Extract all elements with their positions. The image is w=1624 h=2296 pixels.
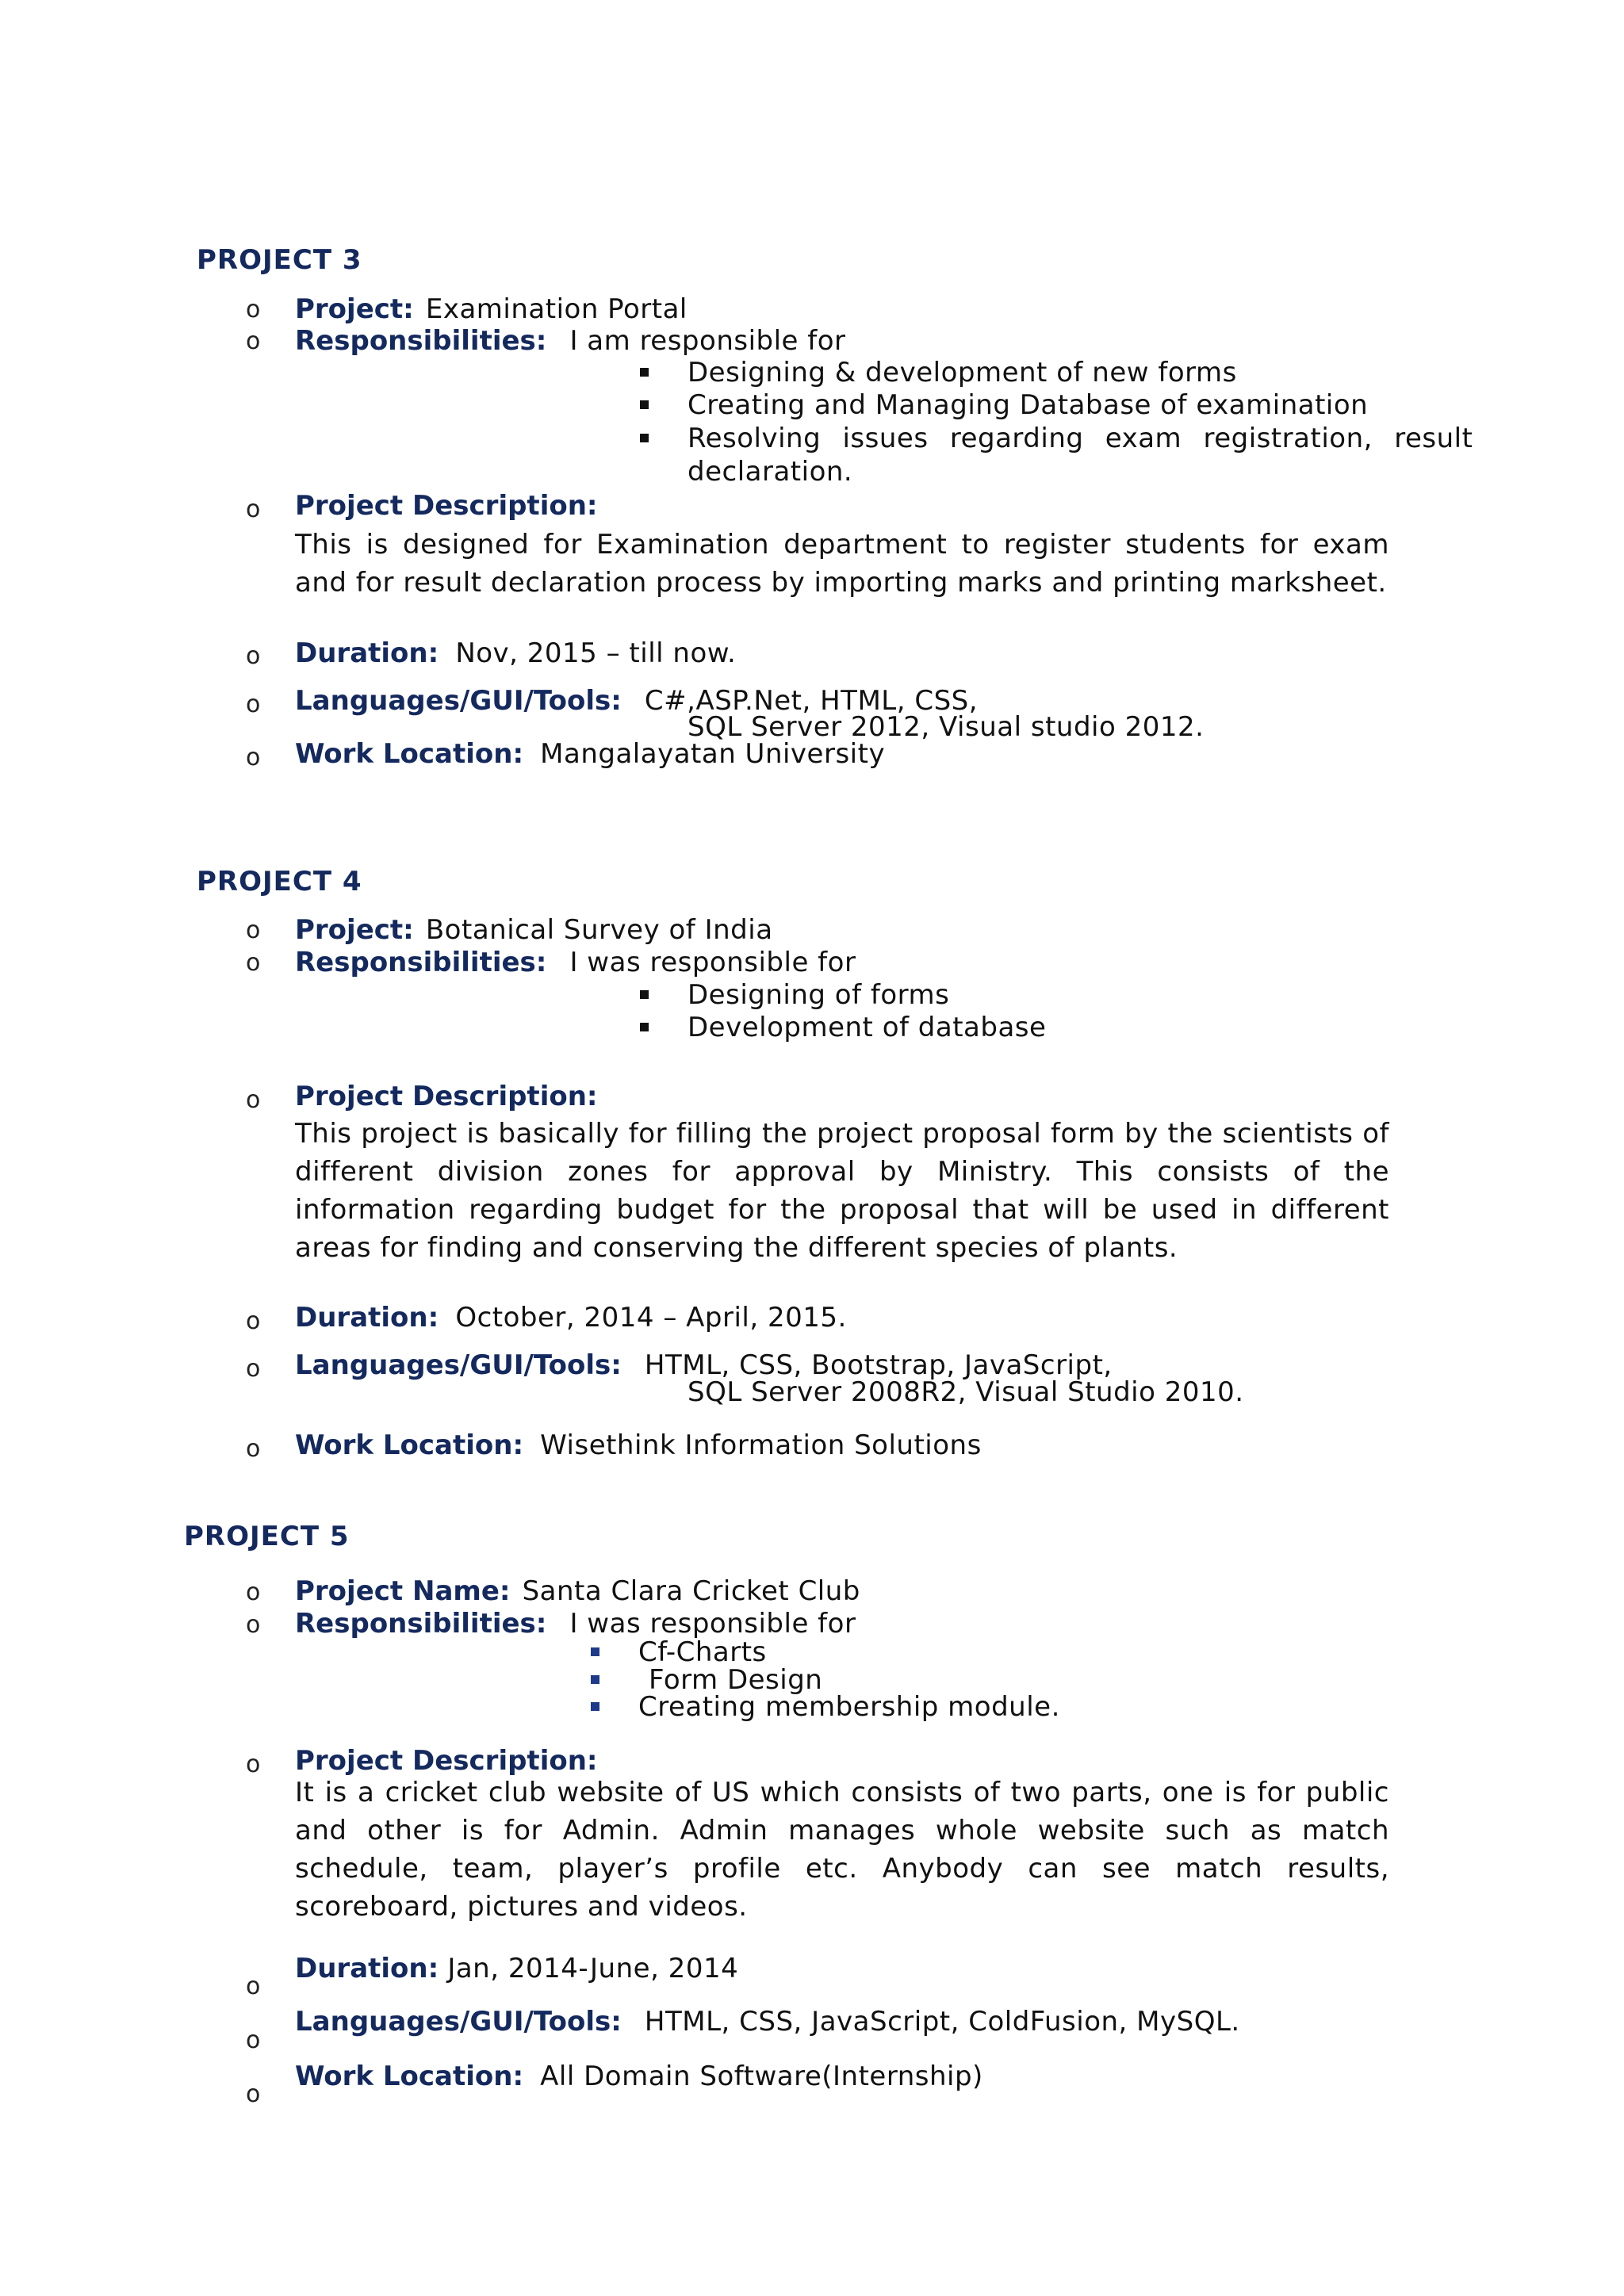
location-value: Mangalayatan University [540, 738, 886, 770]
description-label: Project Description: [295, 490, 598, 522]
project-4-location-row [295, 1429, 982, 1461]
bullet-circle: o [246, 642, 261, 670]
project-3-resp-row [295, 325, 846, 357]
tools-value: C#,ASP.Net, HTML, CSS, [644, 685, 979, 717]
bullet-circle: o [246, 327, 261, 355]
square-bullet [591, 1647, 599, 1656]
project-3-description: This is designed for Examination department to register students for exam and for result declaration process by importing marks and printing marksheet. [295, 529, 1389, 599]
bullet-circle: o [246, 496, 261, 523]
project-5-tools-row [295, 2006, 1240, 2038]
responsibility-item: Form Design [649, 1664, 823, 1696]
responsibilities-value: I was responsible for [569, 1608, 856, 1640]
bullet-circle: o [246, 1973, 261, 2000]
tools-value-continued: SQL Server 2012, Visual studio 2012. [688, 711, 1205, 743]
project-value: Santa Clara Cricket Club [522, 1575, 860, 1607]
project-3-heading: PROJECT 3 [197, 244, 362, 276]
responsibility-item: Cf-Charts [638, 1636, 767, 1668]
project-label: Project: [295, 293, 414, 325]
project-5-name-row [295, 1575, 860, 1607]
responsibilities-label: Responsibilities: [295, 325, 547, 357]
project-5-resp-row [295, 1608, 856, 1640]
location-value: All Domain Software(Internship) [540, 2061, 983, 2092]
square-bullet [640, 368, 649, 377]
project-4-resp-row [295, 947, 856, 978]
bullet-circle: o [246, 1355, 261, 1383]
tools-label: Languages/GUI/Tools: [295, 685, 622, 717]
location-label: Work Location: [295, 1429, 524, 1461]
location-label: Work Location: [295, 2061, 524, 2092]
tools-value: HTML, CSS, Bootstrap, JavaScript, [644, 1349, 1113, 1381]
square-bullet [640, 400, 649, 409]
project-4-description: This project is basically for filling the project proposal form by the scientists of different division zones for approval by Ministry. This consists of the information regarding budget for the proposal that will be used in different areas for finding and conserving the different species of plants. [295, 1118, 1389, 1264]
responsibilities-value: I am responsible for [569, 325, 846, 357]
bullet-circle: o [246, 1611, 261, 1639]
project-3-duration-row [295, 637, 736, 669]
square-bullet [640, 990, 649, 999]
responsibilities-label: Responsibilities: [295, 947, 547, 978]
bullet-circle: o [246, 916, 261, 944]
square-bullet [640, 434, 649, 442]
project-value: Botanical Survey of India [425, 914, 773, 946]
bullet-circle: o [246, 1578, 261, 1606]
bullet-circle: o [246, 949, 261, 977]
description-label: Project Description: [295, 1745, 598, 1777]
responsibility-item: Creating membership module. [638, 1691, 1060, 1723]
bullet-circle: o [246, 1435, 261, 1463]
square-bullet [640, 1023, 649, 1031]
description-label: Project Description: [295, 1081, 598, 1112]
bullet-circle: o [246, 2026, 261, 2054]
duration-label: Duration: [295, 1302, 439, 1334]
tools-label: Languages/GUI/Tools: [295, 2006, 622, 2038]
duration-value: October, 2014 – April, 2015. [455, 1302, 847, 1334]
responsibility-item: Development of database [688, 1012, 1047, 1043]
responsibilities-value: I was responsible for [569, 947, 856, 978]
project-label: Project: [295, 914, 414, 946]
square-bullet [591, 1675, 599, 1684]
duration-label: Duration: [295, 637, 439, 669]
bullet-circle: o [246, 744, 261, 771]
tools-value-continued: SQL Server 2008R2, Visual Studio 2010. [688, 1376, 1244, 1408]
tools-label: Languages/GUI/Tools: [295, 1349, 622, 1381]
responsibility-item: Resolving issues regarding exam registration, result [688, 423, 1473, 454]
responsibility-item: Designing of forms [688, 979, 950, 1011]
bullet-circle: o [246, 2080, 261, 2108]
location-value: Wisethink Information Solutions [540, 1429, 982, 1461]
bullet-circle: o [246, 296, 261, 323]
duration-label: Duration: [295, 1953, 439, 1984]
responsibilities-label: Responsibilities: [295, 1608, 547, 1640]
duration-value: Nov, 2015 – till now. [455, 637, 737, 669]
bullet-circle: o [246, 1307, 261, 1335]
project-4-duration-row [295, 1302, 847, 1334]
bullet-circle: o [246, 691, 261, 718]
project-5-description: It is a cricket club website of US which consists of two parts, one is for public and other is for Admin. Admin manages whole website such as match schedule, team, player’s profile etc. Anybody can see match results, scoreboard, pictures and videos. [295, 1777, 1389, 1923]
responsibility-item-continued: declaration. [688, 456, 853, 488]
square-bullet [591, 1702, 599, 1711]
project-3-name-row [295, 293, 688, 325]
project-name-label: Project Name: [295, 1575, 511, 1607]
responsibility-item: Creating and Managing Database of examination [688, 389, 1369, 421]
project-4-heading: PROJECT 4 [197, 866, 362, 897]
responsibility-item: Designing & development of new forms [688, 357, 1237, 388]
location-label: Work Location: [295, 738, 524, 770]
bullet-circle: o [246, 1751, 261, 1778]
bullet-circle: o [246, 1086, 261, 1114]
duration-value: Jan, 2014-June, 2014 [447, 1953, 739, 1984]
project-4-name-row [295, 914, 773, 946]
tools-value: HTML, CSS, JavaScript, ColdFusion, MySQL. [644, 2006, 1240, 2038]
project-5-location-row [295, 2061, 983, 2092]
project-5-duration-row [295, 1953, 738, 1984]
project-5-heading: PROJECT 5 [184, 1521, 350, 1552]
project-value: Examination Portal [425, 293, 688, 325]
project-3-location-row [295, 738, 885, 770]
